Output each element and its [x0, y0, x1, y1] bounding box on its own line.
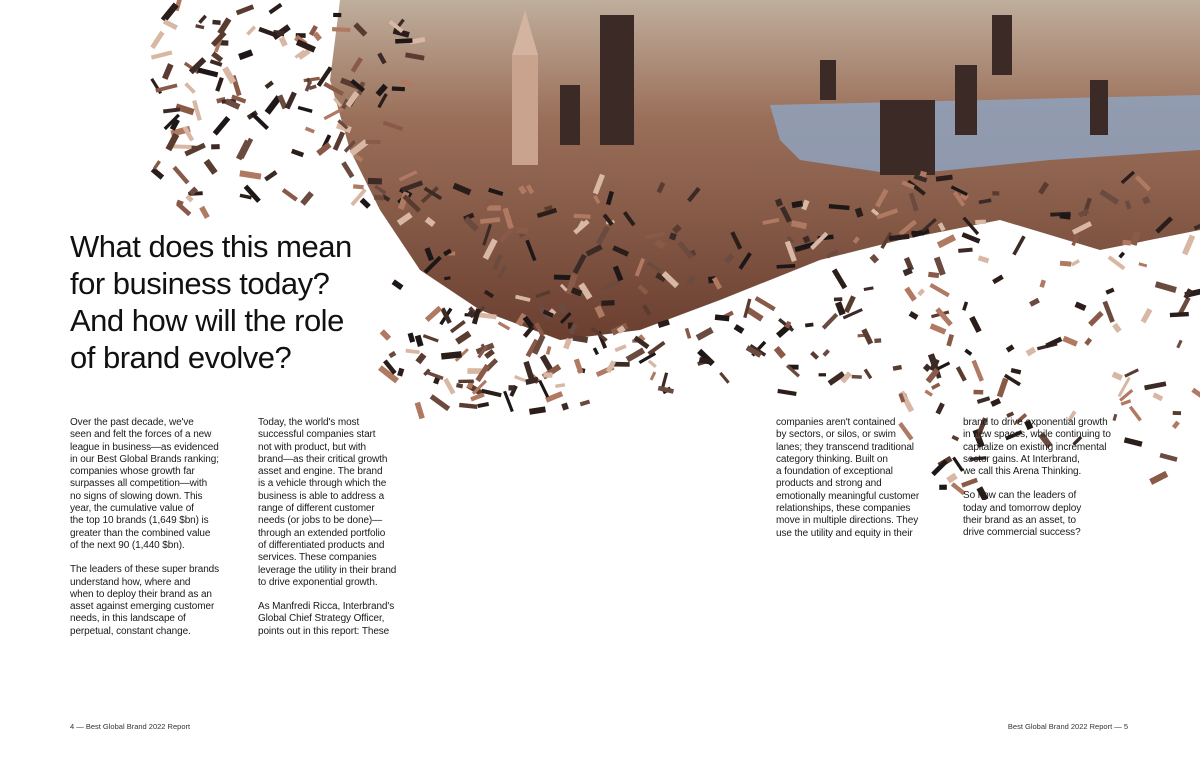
image-shard: [238, 49, 253, 60]
image-shard: [834, 297, 842, 301]
image-shard: [819, 373, 826, 376]
image-shard: [964, 349, 972, 356]
image-shard: [874, 338, 881, 343]
image-shard: [1012, 235, 1025, 255]
body-text-line: today and tomorrow deploy: [963, 502, 1082, 514]
image-shard: [161, 2, 179, 22]
city-mass: [330, 0, 1200, 340]
image-shard: [333, 13, 341, 17]
body-text-line: range of different customer: [258, 503, 375, 515]
image-shard: [456, 383, 463, 388]
image-shard: [1103, 301, 1115, 323]
image-shard: [574, 358, 584, 373]
image-shard: [917, 288, 925, 296]
image-shard: [546, 346, 552, 355]
image-shard: [969, 316, 981, 333]
body-text-line: needs (or jobs to be done)—: [258, 515, 383, 527]
image-shard: [574, 214, 591, 219]
image-shard: [184, 82, 196, 94]
image-shard: [990, 398, 1001, 407]
image-shard: [543, 372, 552, 378]
footer-page-left: 4 — Best Global Brand 2022 Report: [70, 722, 191, 731]
body-text-line: points out in this report: These: [258, 625, 390, 637]
image-shard: [930, 323, 947, 334]
image-shard: [213, 116, 231, 136]
image-shard: [822, 313, 838, 330]
body-text-line: of the next 90 (1,440 $bn).: [70, 539, 185, 551]
body-column-2: [258, 417, 423, 650]
body-column-3: [776, 417, 941, 552]
body-text-line: seen and felt the forces of a new: [70, 429, 212, 441]
image-shard: [430, 394, 451, 411]
body-text-line: As Manfredi Ricca, Interbrand's: [258, 601, 395, 613]
image-shard: [951, 435, 959, 441]
body-paragraph: [258, 601, 423, 638]
body-text-line: lanes; they transcend traditional: [776, 441, 914, 453]
image-shard: [1173, 411, 1181, 415]
image-shard: [1172, 421, 1180, 429]
body-text-line: when to deploy their brand as an: [70, 588, 212, 600]
image-shard: [1122, 240, 1131, 246]
image-shard: [353, 184, 364, 189]
page-headline: [70, 228, 430, 376]
image-shard: [1170, 312, 1189, 317]
body-text-line: services. These companies: [258, 552, 377, 564]
image-shard: [719, 372, 730, 384]
body-column-4: [963, 417, 1128, 552]
image-shard: [601, 300, 614, 306]
body-paragraph: [70, 564, 235, 638]
image-shard: [1160, 453, 1178, 462]
image-shard: [1062, 336, 1078, 347]
image-shard: [1124, 368, 1139, 377]
body-text-line: their brand as an asset, to: [963, 515, 1076, 527]
image-shard: [561, 403, 569, 411]
image-shard: [909, 311, 919, 320]
image-shard: [198, 15, 207, 24]
image-shard: [282, 188, 298, 201]
body-text-line: use the utility and equity in their: [776, 527, 913, 539]
body-text-line: to drive exponential growth.: [258, 576, 378, 588]
image-shard: [1071, 259, 1080, 266]
image-shard: [153, 160, 161, 170]
image-shard: [1155, 281, 1177, 293]
image-shard: [236, 4, 254, 15]
image-shard: [904, 287, 917, 302]
image-shard: [199, 206, 210, 219]
footer-page-right: Best Global Brand 2022 Report — 5: [1007, 722, 1128, 731]
image-shard: [937, 234, 956, 248]
image-shard: [810, 351, 819, 360]
image-shard: [172, 166, 189, 185]
body-paragraph: [776, 417, 941, 540]
image-shard: [1112, 323, 1122, 333]
image-shard: [538, 380, 549, 398]
image-shard: [285, 91, 297, 109]
body-text-line: surpasses all competition—with: [70, 478, 208, 490]
image-shard: [935, 307, 953, 326]
body-paragraph: [70, 417, 235, 552]
image-shard: [366, 140, 381, 144]
body-text-line: relationships, these companies: [776, 503, 911, 515]
image-shard: [956, 366, 967, 382]
body-text-line: products and strong and: [776, 478, 882, 490]
body-text-line: sector gains. At Interbrand,: [963, 453, 1080, 465]
image-shard: [514, 375, 526, 382]
image-shard: [975, 220, 986, 225]
image-shard: [1040, 280, 1046, 288]
image-shard: [822, 349, 830, 357]
body-text-line: understand how, where and: [70, 576, 191, 588]
body-text-line: asset and engine. The brand: [258, 466, 383, 478]
body-text-line: Today, the world's most: [258, 417, 360, 428]
image-shard: [958, 248, 973, 253]
image-shard: [972, 360, 984, 382]
image-shard: [195, 24, 204, 29]
image-shard: [661, 372, 668, 388]
image-shard: [212, 20, 220, 25]
image-shard: [580, 400, 590, 407]
image-shard: [937, 361, 950, 370]
body-text-line: asset against emerging customer: [70, 601, 215, 613]
body-text-line: a foundation of exceptional: [776, 466, 893, 478]
image-shard: [211, 144, 220, 149]
body-text-line: So how can the leaders of: [963, 490, 1077, 502]
image-shard: [455, 331, 471, 345]
image-shard: [774, 346, 786, 359]
image-shard: [204, 159, 218, 175]
image-shard: [852, 375, 862, 379]
image-shard: [150, 31, 164, 49]
image-shard: [805, 323, 814, 328]
image-shard: [777, 389, 796, 396]
body-text-line: business is able to address a: [258, 490, 385, 502]
image-shard: [1026, 347, 1037, 357]
image-shard: [368, 178, 382, 185]
image-shard: [1118, 252, 1125, 259]
image-shard: [1182, 235, 1195, 256]
image-shard: [458, 380, 473, 384]
image-shard: [392, 86, 405, 91]
body-paragraph: [258, 417, 423, 589]
image-shard: [563, 338, 572, 350]
body-text-line: league in business—as evidenced: [70, 441, 219, 453]
body-text-line: no signs of slowing down. This: [70, 490, 203, 502]
image-shard: [1006, 344, 1015, 352]
body-text-line: brand to drive exponential growth: [963, 417, 1108, 428]
image-shard: [648, 341, 666, 356]
image-shard: [946, 473, 958, 484]
image-shard: [992, 191, 999, 196]
image-shard: [755, 296, 776, 311]
image-shard: [977, 396, 990, 404]
image-shard: [163, 107, 180, 113]
body-text-line: not with product, but with: [258, 441, 367, 453]
image-shard: [911, 231, 924, 236]
image-shard: [197, 67, 218, 77]
image-shard: [1138, 262, 1147, 267]
image-shard: [529, 406, 546, 414]
image-shard: [487, 205, 501, 210]
headline-line: What does this mean: [70, 229, 352, 264]
image-shard: [1141, 308, 1153, 323]
body-text-line: the top 10 brands (1,649 $bn) is: [70, 515, 209, 527]
image-shard: [893, 365, 902, 371]
image-shard: [1105, 288, 1114, 295]
image-shard: [298, 106, 313, 113]
body-text-line: leverage the utility in their brand: [258, 564, 397, 576]
body-text-line: by sectors, or silos, or swim: [776, 429, 896, 441]
body-paragraph: [963, 490, 1128, 539]
image-shard: [928, 272, 939, 278]
image-shard: [1144, 381, 1166, 390]
body-text-line: successful companies start: [258, 429, 376, 441]
headline-line: of brand evolve?: [70, 340, 292, 375]
body-text-line: is a vehicle through which the: [258, 478, 387, 490]
image-shard: [477, 402, 489, 408]
image-shard: [1084, 338, 1092, 346]
image-shard: [459, 403, 478, 409]
image-shard: [291, 149, 304, 158]
image-shard: [648, 360, 657, 368]
image-shard: [1074, 302, 1086, 312]
body-paragraph: [963, 417, 1128, 478]
image-shard: [864, 369, 873, 380]
image-shard: [246, 26, 256, 36]
body-text-line: emotionally meaningful customer: [776, 490, 920, 502]
image-shard: [615, 344, 627, 352]
body-text-line: category thinking. Built on: [776, 453, 888, 465]
image-shard: [835, 301, 846, 315]
image-shard: [244, 185, 261, 203]
image-shard: [151, 50, 172, 59]
image-shard: [1152, 392, 1163, 401]
image-shard: [265, 81, 274, 89]
body-text-line: capitalize on existing incremental: [963, 441, 1107, 453]
image-shard: [215, 77, 224, 92]
body-text-line: greater than the combined value: [70, 527, 211, 539]
body-text-line: through an extended portfolio: [258, 527, 386, 539]
image-shard: [1149, 471, 1168, 485]
image-shard: [844, 295, 856, 313]
image-shard: [279, 36, 288, 47]
image-shard: [929, 283, 949, 297]
image-shard: [962, 301, 968, 310]
body-text-line: year, the cumulative value of: [70, 503, 194, 515]
image-shard: [696, 327, 714, 341]
body-text-line: needs, in this landscape of: [70, 613, 186, 625]
image-shard: [155, 83, 177, 92]
image-shard: [1029, 298, 1040, 307]
image-shard: [606, 360, 616, 373]
body-text-line: brand—as their critical growth: [258, 453, 388, 465]
image-shard: [162, 63, 174, 80]
image-shard: [870, 254, 880, 264]
image-shard: [300, 191, 314, 206]
image-shard: [1108, 255, 1126, 270]
image-shard: [931, 383, 940, 390]
image-shard: [184, 143, 206, 157]
image-shard: [832, 268, 847, 289]
body-column-1: [70, 417, 235, 650]
image-shard: [498, 321, 511, 330]
image-shard: [264, 170, 277, 181]
image-shard: [450, 320, 466, 333]
image-shard: [864, 286, 874, 291]
body-text-line: Global Chief Strategy Officer,: [258, 613, 385, 625]
image-shard: [269, 3, 283, 14]
image-shard: [1088, 311, 1104, 327]
image-shard: [341, 161, 354, 178]
image-shard: [973, 390, 983, 395]
image-shard: [923, 364, 931, 372]
image-shard: [222, 66, 236, 84]
image-shard: [443, 378, 455, 395]
image-shard: [250, 112, 269, 130]
image-shard: [650, 371, 657, 380]
image-shard: [555, 383, 565, 388]
image-shard: [946, 334, 954, 347]
body-text-line: The leaders of these super brands: [70, 564, 220, 576]
image-shard: [685, 328, 692, 339]
image-shard: [924, 390, 933, 397]
image-shard: [1011, 368, 1022, 375]
image-shard: [1191, 388, 1200, 403]
image-shard: [734, 324, 745, 334]
image-shard: [593, 347, 599, 355]
image-shard: [239, 170, 261, 179]
image-shard: [360, 198, 371, 209]
image-shard: [333, 131, 345, 151]
image-shard: [509, 385, 515, 390]
image-shard: [163, 19, 178, 30]
body-text-line: companies whose growth far: [70, 466, 195, 478]
image-shard: [1129, 406, 1142, 422]
body-text-line: Over the past decade, we've: [70, 417, 194, 428]
image-shard: [305, 127, 315, 134]
body-text-line: we call this Arena Thinking.: [963, 466, 1082, 478]
image-shard: [992, 275, 1004, 285]
body-text-line: of differentiated products and: [258, 539, 385, 551]
image-shard: [997, 378, 1009, 398]
image-shard: [936, 402, 945, 414]
headline-line: for business today?: [70, 266, 330, 301]
image-shard: [1176, 340, 1182, 349]
image-shard: [1060, 261, 1072, 267]
body-text-line: perpetual, constant change.: [70, 625, 191, 637]
body-text-line: companies aren't contained: [776, 417, 896, 428]
image-shard: [395, 38, 412, 43]
image-shard: [978, 255, 989, 263]
image-shard: [1112, 372, 1123, 381]
headline-line: And how will the role: [70, 303, 344, 338]
body-text-line: in our Best Global Brands ranking;: [70, 453, 219, 465]
body-text-line: drive commercial success?: [963, 527, 1081, 539]
image-shard: [151, 167, 164, 180]
body-text-line: move in multiple directions. They: [776, 515, 919, 527]
body-text-line: in new spaces, while continuing to: [963, 429, 1111, 441]
